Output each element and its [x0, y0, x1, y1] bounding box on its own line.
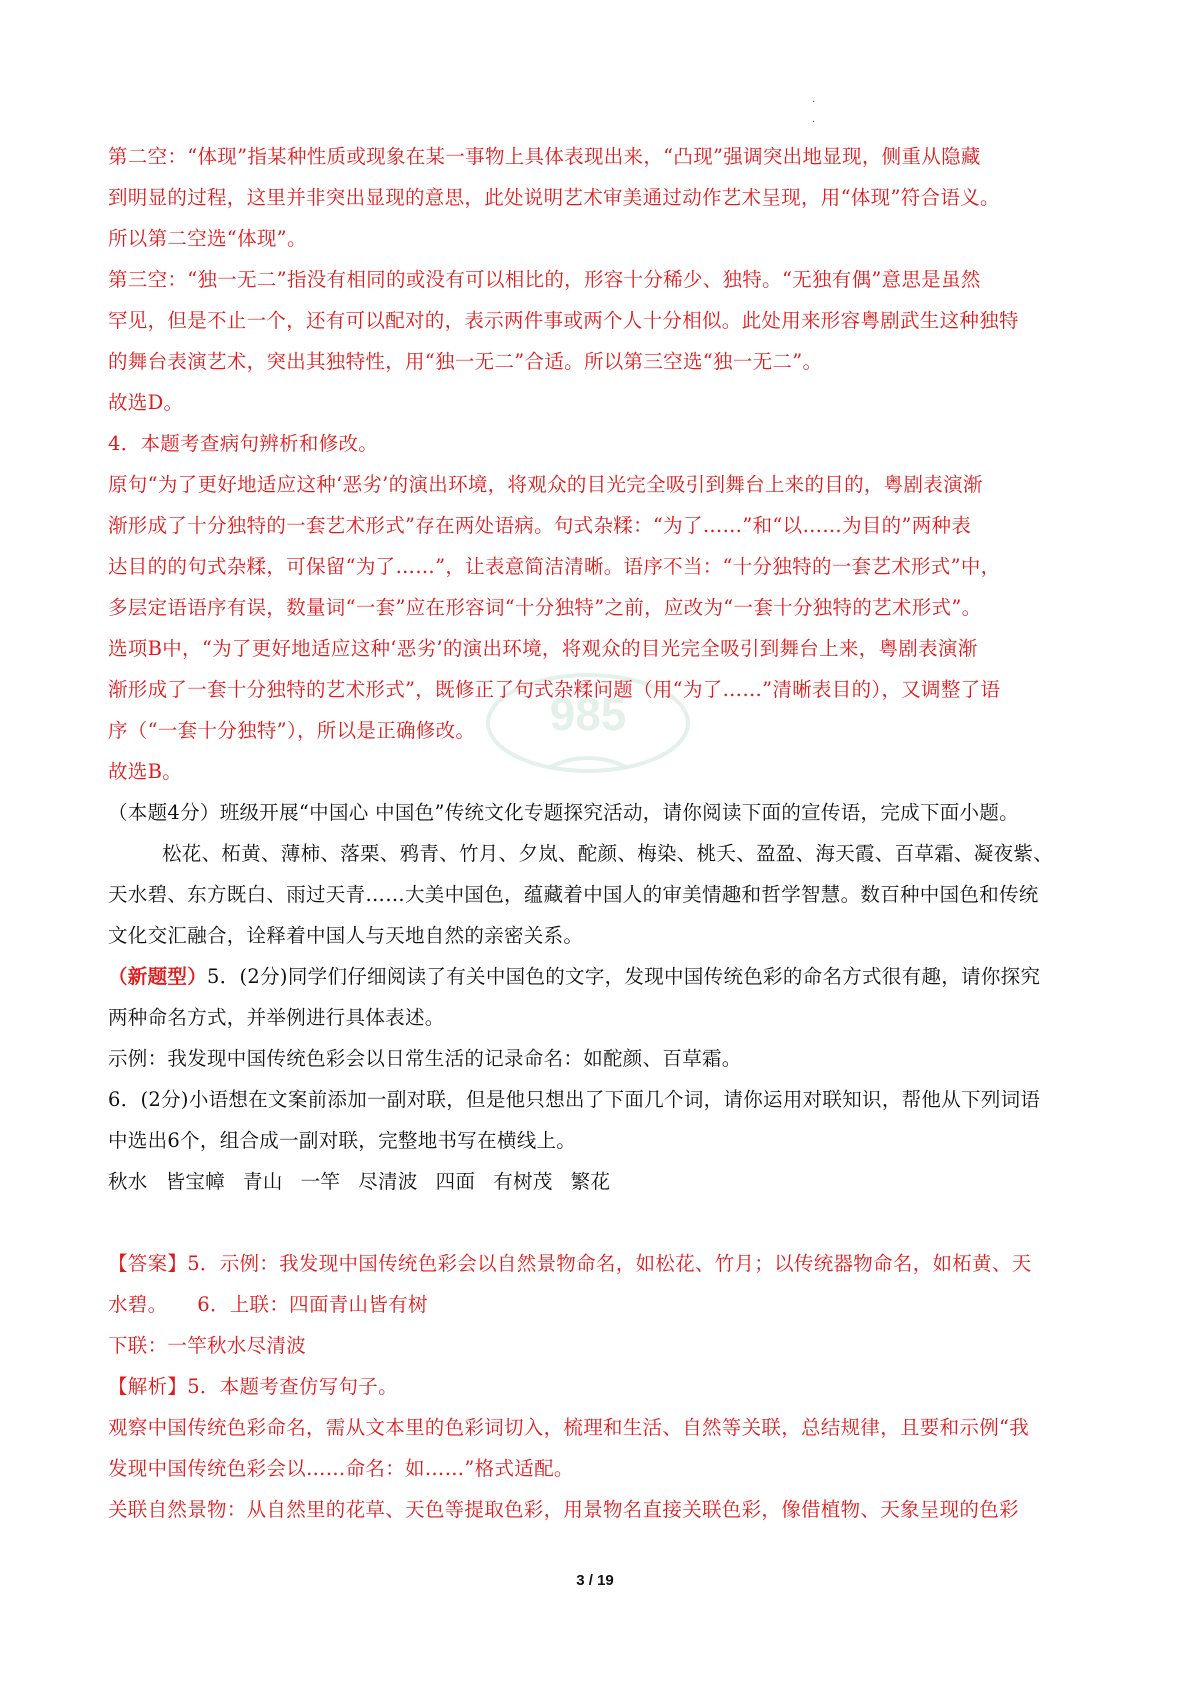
paragraph-line [108, 546, 1088, 587]
answer-text: 关联自然景物：从自然里的花草、天色等提取色彩，用景物名直接关联色彩，像借植物、天象呈现的色彩 [108, 1498, 1019, 1521]
answer-text: 【解析】5．本题考查仿写句子。 [108, 1375, 398, 1398]
paragraph-line [108, 505, 1088, 546]
paragraph-line [108, 1038, 1088, 1079]
paragraph-text: 罕见，但是不止一个，还有可以配对的，表示两件事或两个人十分相似。此处用来形容粤剧武生这种独特 [108, 309, 1019, 332]
paragraph-text: 示例：我发现中国传统色彩会以日常生活的记录命名：如酡颜、百草霜。 [108, 1047, 742, 1070]
svg-text:985: 985 [549, 688, 627, 740]
word-bank-item: 青山 [243, 1170, 283, 1193]
paragraph-text: 两种命名方式，并举例进行具体表述。 [108, 1006, 445, 1029]
answer-text: 【答案】5．示例：我发现中国传统色彩会以自然景物命名，如松花、竹月；以传统器物命名，如柘黄、天 [108, 1252, 1032, 1275]
paragraph-line [108, 423, 1088, 464]
word-bank-item: 有树茂 [493, 1170, 553, 1193]
paragraph-text: （本题4分）班级开展“中国心 中国色”传统文化专题探究活动，请你阅读下面的宣传语，完成下面小题。 [108, 801, 1019, 824]
paragraph-text: 到明显的过程，这里并非突出显现的意思，此处说明艺术审美通过动作艺术呈现，用“体现”符合语义。 [108, 186, 1000, 209]
answer-line [108, 1325, 1088, 1366]
paragraph-text: 6．(2分)小语想在文案前添加一副对联，但是他只想出了下面几个词，请你运用对联知识，帮他从下列词语 [108, 1088, 1041, 1111]
answer-text: 水碧。 6．上联：四面青山皆有树 [108, 1293, 428, 1316]
paragraph-line [108, 915, 1088, 956]
paragraph-text: 的舞台表演艺术，突出其独特性，用“独一无二”合适。所以第三空选“独一无二”。 [108, 350, 823, 373]
word-bank-item: 皆宝幛 [165, 1170, 226, 1193]
paragraph-line [108, 177, 1088, 218]
paragraph-line [108, 300, 1088, 341]
paragraph-line [108, 259, 1088, 300]
paragraph-text: 5．(2分)同学们仔细阅读了有关中国色的文字，发现中国传统色彩的命名方式很有趣，请你探究 [207, 965, 1041, 988]
paragraph-text: 故选D。 [108, 391, 184, 414]
paragraph-text: 4．本题考查病句辨析和修改。 [108, 432, 379, 455]
paragraph-text: 天水碧、东方既白、雨过天青……大美中国色，蕴藏着中国人的审美情趣和哲学智慧。数百种中国色和传统 [108, 883, 1039, 906]
paragraph-text: 所以第二空选“体现”。 [108, 227, 307, 250]
paragraph-text: 第二空：“体现”指某种性质或现象在某一事物上具体表现出来，“凸现”强调突出地显现，侧重从隐藏 [108, 145, 981, 168]
paragraph-line [108, 751, 1088, 792]
answer-text: 观察中国传统色彩命名，需从文本里的色彩词切入，梳理和生活、自然等关联，总结规律，且要和示例“我 [108, 1416, 1030, 1439]
paragraph-line [108, 710, 1088, 751]
word-bank-item: 一竿 [300, 1170, 341, 1193]
paragraph-text: 故选B。 [108, 760, 183, 783]
word-bank [108, 1161, 1088, 1202]
paragraph-text: 渐形成了十分独特的一套艺术形式”存在两处语病。句式杂糅：“为了……”和“以……为目的”两种表 [108, 514, 972, 537]
paragraph-text: 多层定语语序有误，数量词“一套”应在形容词“十分独特”之前，应改为“一套十分独特的艺术形式”。 [108, 596, 982, 619]
paragraph-line [108, 792, 1088, 833]
paragraph-line [108, 956, 1088, 997]
answer-line [108, 1489, 1088, 1530]
answer-line [108, 1407, 1088, 1448]
paragraph-text: 松花、柘黄、薄柿、落栗、鸦青、竹月、夕岚、酡颜、梅染、桃夭、盈盈、海天霞、百草霜、凝夜紫、 [162, 842, 1054, 865]
page-number: 3 / 19 [576, 1572, 614, 1589]
paragraph-line [108, 1079, 1088, 1120]
answer-text: 下联：一竿秋水尽清波 [108, 1334, 307, 1357]
paragraph-text: 渐形成了一套十分独特的艺术形式”，既修正了句式杂糅问题（用“为了……”清晰表目的），又调整了语 [108, 678, 1001, 701]
word-bank-item: 尽清波 [358, 1170, 418, 1193]
paragraph-text: 达目的的句式杂糅，可保留“为了……”，让表意简洁清晰。语序不当：“十分独特的一套艺术形式”中， [108, 555, 1001, 578]
paragraph-text: 中选出6个，组合成一副对联，完整地书写在横线上。 [108, 1129, 577, 1152]
paragraph-line [108, 218, 1088, 259]
paragraph-line [108, 1120, 1088, 1161]
paragraph-line [108, 136, 1088, 177]
paragraph-line [108, 628, 1088, 669]
word-bank-item: 秋水 [108, 1170, 148, 1193]
paragraph-line [108, 997, 1088, 1038]
paragraph-text: 原句“为了更好地适应这种‘恶劣’的演出环境，将观众的目光完全吸引到舞台上来的目的，粤剧表演渐 [108, 473, 983, 496]
paragraph-text: 第三空：“独一无二”指没有相同的或没有可以相比的，形容十分稀少、独特。“无独有偶”意思是虽然 [108, 268, 981, 291]
paragraph-line [108, 341, 1088, 382]
document-body [108, 136, 1088, 1530]
paragraph-line [108, 669, 1088, 710]
paragraph-text: 文化交汇融合，诠释着中国人与天地自然的亲密关系。 [108, 924, 584, 947]
answer-text: 发现中国传统色彩会以……命名：如……”格式适配。 [108, 1457, 574, 1480]
word-bank-item: 四面 [435, 1170, 476, 1193]
answer-line [108, 1243, 1088, 1284]
answer-line [108, 1366, 1088, 1407]
header-dots: · · [812, 97, 816, 128]
paragraph-text: 选项B中，“为了更好地适应这种‘恶劣’的演出环境，将观众的目光完全吸引到舞台上来，粤剧表演渐 [108, 637, 978, 660]
spacer [108, 1202, 1088, 1243]
paragraph-line [108, 464, 1088, 505]
paragraph-line [108, 587, 1088, 628]
answer-line [108, 1448, 1088, 1489]
paragraph-line [108, 382, 1088, 423]
answer-line [108, 1284, 1088, 1325]
new-question-type-tag: （新题型） [108, 965, 208, 988]
word-bank-item: 繁花 [570, 1170, 611, 1193]
paragraph-line [108, 833, 1088, 874]
paragraph-line [108, 874, 1088, 915]
paragraph-text: 序（“一套十分独特”），所以是正确修改。 [108, 719, 476, 742]
